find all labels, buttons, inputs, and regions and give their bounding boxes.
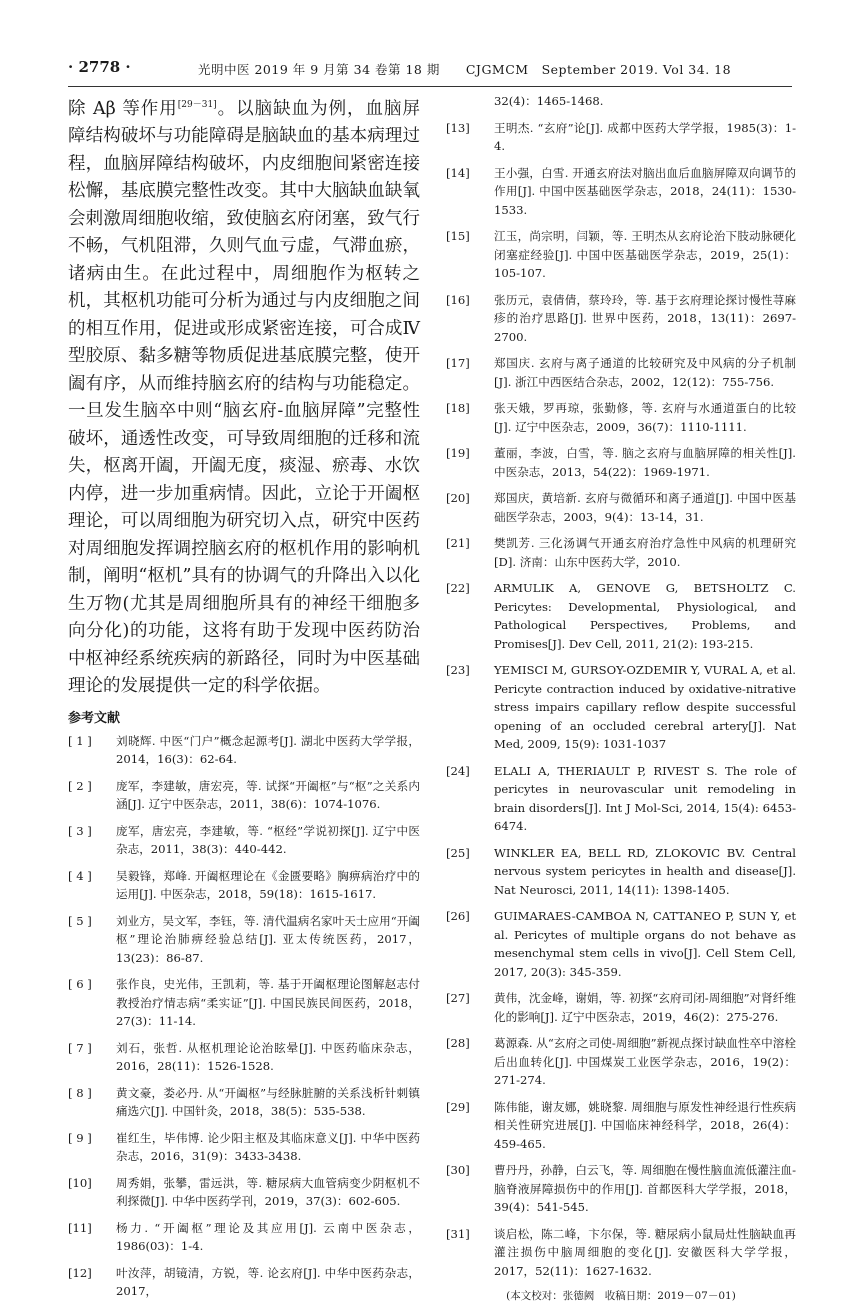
reference-number: [17]	[446, 356, 470, 370]
reference-text: YEMISCI M, GURSOY-OZDEMIR Y, VURAL A, et al. Pericyte contraction induced by oxidative-nitrative stress impairs capillary reflow despite successful opening of an occluded cerebral artery[J]. Nat Med, 2009, 15(9): 1031-1037	[494, 663, 796, 751]
reference-item	[68, 1174, 420, 1211]
reference-text: 杨力. “开阖枢”理论及其应用[J]. 云南中医杂志，1986(03)：1-4.	[116, 1220, 420, 1254]
reference-number: [ 8 ]	[68, 1085, 92, 1100]
reference-item	[446, 354, 796, 391]
page-number: · 2778 ·	[68, 58, 131, 76]
reference-number: [30]	[446, 1163, 470, 1177]
reference-item	[68, 1219, 420, 1256]
reference-number: [22]	[446, 581, 470, 595]
reference-number: [24]	[446, 763, 470, 778]
reference-text: 樊凯芳. 三化汤调气开通玄府治疗急性中风病的机理研究[D]. 济南：山东中医药大学，2010.	[494, 536, 796, 569]
reference-text: 曹丹丹，孙静，白云飞，等. 周细胞在慢性脑血流低灌注血-脑脊液屏障损伤中的作用[J]. 首都医科大学学报，2018，39(4)：541-545.	[494, 1163, 796, 1214]
reference-item	[446, 907, 796, 981]
reference-number: [15]	[446, 229, 470, 243]
reference-item	[446, 661, 796, 754]
reference-number: [10]	[68, 1175, 92, 1190]
running-header	[68, 58, 792, 82]
reference-number: [16]	[446, 292, 470, 307]
reference-text: 叶汝萍，胡镜清，方锐，等. 论玄府[J]. 中华中医药杂志，2017，	[116, 1265, 420, 1299]
reference-number: [18]	[446, 401, 470, 415]
reference-item	[446, 579, 796, 653]
reference-text: 刘业方，吴文军，李钰，等. 清代温病名家叶天士应用“开阖枢”理论治肺痹经验总结[J]. 亚太传统医药，2017，13(23)：86-87.	[116, 913, 420, 965]
body-text-rest: 。以脑缺血为例，血脑屏障结构破坏与功能障碍是脑缺血的基本病理过程，血脑屏障结构破坏，内皮细胞间紧密连接松懈，基底膜完整性改变。其中大脑缺血缺氧会刺激周细胞收缩，致使脑玄府闭塞，致气行不畅，气机阻滞，久则气血亏虚，气滞血瘀，诸病由生。在此过程中，周细胞作为枢转之机，其枢机功能可分析为通过与内皮细胞之间的相互作用，促进或形成紧密连接，可合成Ⅳ型胶原、黏多糖等物质促进基底膜完整，使开阖有序，从而维持脑玄府的结构与功能稳定。一旦发生脑卒中则“脑玄府-血脑屏障”完整性破坏，通透性改变，可导致周细胞的迁移和流失，枢离开阖，开阖无度，痰湿、瘀毒、水饮内停，进一步加重病情。因此，立论于开阖枢理论，可以周细胞为研究切入点，研究中医药对周细胞发挥调控脑玄府的枢机作用的影响机制，阐明“枢机”具有的协调气的升降出入以化生万物(尤其是周细胞所具有的神经干细胞多向分化)的功能，这将有助于发现中医药防治中枢神经系统疾病的新路径，同时为中医基础理论的发展提供一定的科学依据。	[68, 98, 420, 697]
reference-number: [ 9 ]	[68, 1130, 92, 1145]
proofreader-note: (本文校对：张德阙 收稿日期：2019－07－01)	[506, 1290, 736, 1302]
journal-running-head: 光明中医 2019 年 9 月第 34 卷第 18 期 CJGMCM September 2019. Vol 34. 18	[198, 62, 732, 77]
reference-text: 庞军，唐宏亮，李建敏，等. “枢经”学说初探[J]. 辽宁中医杂志，2011，38(3)：440-442.	[116, 823, 420, 857]
reference-item	[446, 534, 796, 571]
reference-item	[446, 1161, 796, 1217]
reference-text: ELALI A, THERIAULT P, RIVEST S. The role of pericytes in neurovascular unit remodeling in brain disorders[J]. Int J Mol-Sci, 2014, 15(4): 6453-6474.	[494, 763, 796, 833]
reference-text: 王明杰. “玄府”论[J]. 成都中医药大学学报，1985(3)：1-4.	[494, 120, 796, 153]
reference-number: [27]	[446, 991, 470, 1005]
reference-item	[446, 444, 796, 481]
reference-number: [ 1 ]	[68, 733, 92, 748]
body-paragraph	[68, 92, 420, 701]
reference-text: 32(4)：1465-1468.	[494, 94, 604, 108]
reference-number: [ 7 ]	[68, 1040, 92, 1055]
reference-text: 崔红生，毕伟博. 论少阳主枢及其临床意义[J]. 中华中医药杂志，2016，31(9)：3433-3438.	[116, 1130, 420, 1164]
reference-text: 黄伟，沈金峰，谢娟，等. 初探“玄府司闭-周细胞”对肾纤维化的影响[J]. 辽宁中医杂志，2019，46(2)：275-276.	[494, 991, 796, 1024]
reference-item	[68, 1129, 420, 1166]
reference-number: [ 6 ]	[68, 977, 92, 992]
reference-item	[446, 844, 796, 900]
reference-text: 刘石，张哲. 从枢机理论论治眩晕[J]. 中医药临床杂志，2016，28(11)：1526-1528.	[116, 1040, 420, 1074]
reference-text: 张历元，袁倩倩，蔡玲玲，等. 基于玄府理论探讨慢性荨麻疹的治疗思路[J]. 世界中医药，2018，13(11)：2697-2700.	[494, 292, 796, 344]
reference-item	[446, 1225, 796, 1281]
reference-number: [26]	[446, 909, 470, 923]
reference-text: 江玉，尚宗明，闫颖，等. 王明杰从玄府论治下肢动脉硬化闭塞症经验[J]. 中国中医基础医学杂志，2019，25(1)：105-107.	[494, 229, 796, 280]
reference-text: ARMULIK A, GENOVE G, BETSHOLTZ C. Pericytes: Developmental, Physiological, and Pathological Perspectives, Problems, and Promises[J]. Dev Cell, 2011, 21(2): 193-215.	[494, 581, 796, 651]
reference-number: [ 5 ]	[68, 913, 92, 928]
reference-item	[68, 1264, 420, 1301]
reference-item	[446, 399, 796, 436]
reference-item	[446, 164, 796, 220]
reference-number: [12]	[68, 1265, 92, 1280]
reference-number: [25]	[446, 845, 470, 860]
reference-number: [21]	[446, 536, 470, 550]
reference-item	[446, 762, 796, 836]
reference-text: GUIMARAES-CAMBOA N, CATTANEO P, SUN Y, et al. Pericytes of multiple organs do not behave as mesenchymal stem cells in vivo[J]. Cell Stem Cell, 2017, 20(3): 345-359.	[494, 909, 796, 979]
reference-text: 王小强，白雪. 开通玄府法对脑出血后血脑屏障双向调节的作用[J]. 中国中医基础医学杂志，2018，24(11)：1530-1533.	[494, 165, 796, 217]
reference-item	[446, 1034, 796, 1090]
reference-text: 葛源森. 从“玄府之司使-周细胞”新视点探讨缺血性卒中溶栓后出血转化[J]. 中国煤炭工业医学杂志，2016，19(2)：271-274.	[494, 1036, 796, 1087]
reference-item	[68, 732, 420, 769]
reference-text: 周秀娟，张攀，雷远洪，等. 糖尿病大血管病变少阴枢机不利探微[J]. 中华中医药学刊，2019，37(3)：602-605.	[116, 1175, 420, 1209]
reference-number: [23]	[446, 663, 470, 677]
reference-item	[446, 227, 796, 283]
reference-item	[446, 1098, 796, 1154]
header-rule	[68, 86, 792, 87]
left-column	[68, 92, 420, 1309]
body-text-start: 除 Aβ 等作用	[68, 98, 178, 119]
reference-text: 张天娥，罗再琼，张勤修，等. 玄府与水通道蛋白的比较[J]. 辽宁中医杂志，2009，36(7)：1110-1111.	[494, 401, 796, 434]
reference-number: [ 4 ]	[68, 868, 92, 883]
reference-text: 张作良，史光伟，王凯莉，等. 基于开阖枢理论图解赵志付教授治疗情志病“柔实证”[J]. 中国民族民间医药，2018，27(3)：11-14.	[116, 977, 420, 1029]
reference-text: 庞军，李建敏，唐宏亮，等. 试探“开阖枢”与“枢”之关系内涵[J]. 辽宁中医杂志，2011，38(6)：1074-1076.	[116, 778, 420, 812]
reference-number: [ 2 ]	[68, 778, 92, 793]
reference-item	[446, 489, 796, 526]
reference-text: 黄文豪，娄必丹. 从“开阖枢”与经脉脏腑的关系浅析针刺镇痛选穴[J]. 中国针灸，2018，38(5)：535-538.	[116, 1085, 420, 1119]
reference-list-left	[68, 732, 420, 1301]
reference-text: 郑国庆，黄培新. 玄府与微循环和离子通道[J]. 中国中医基础医学杂志，2003，9(4)：13-14，31.	[494, 491, 796, 524]
reference-text: 刘晓辉. 中医“门户”概念起源考[J]. 湖北中医药大学学报，2014，16(3)：62-64.	[116, 733, 420, 767]
reference-number: [14]	[446, 165, 470, 180]
reference-number: [13]	[446, 120, 470, 135]
reference-item	[68, 912, 420, 968]
references-heading: 参考文献	[68, 710, 121, 726]
reference-item	[68, 822, 420, 859]
reference-number: [20]	[446, 491, 470, 505]
reference-item	[68, 1084, 420, 1121]
reference-item	[446, 291, 796, 347]
reference-number: [28]	[446, 1036, 470, 1050]
reference-number: [31]	[446, 1226, 470, 1241]
reference-item	[446, 92, 796, 111]
reference-item	[446, 119, 796, 156]
reference-text: 谈启松，陈二峰，卞尔保，等. 糖尿病小鼠局灶性脑缺血再灌注损伤中脑周细胞的变化[J]. 安徽医科大学学报，2017，52(11)：1627-1632.	[494, 1226, 796, 1278]
reference-text: 董丽，李波，白雪，等. 脑之玄府与血脑屏障的相关性[J]. 中医杂志，2013，54(22)：1969-1971.	[494, 446, 796, 479]
reference-list-right	[446, 92, 796, 1280]
reference-item	[68, 1039, 420, 1076]
reference-text: 郑国庆. 玄府与离子通道的比较研究及中风病的分子机制[J]. 浙江中西医结合杂志，2002，12(12)：755-756.	[494, 356, 796, 389]
reference-number: [ 3 ]	[68, 823, 92, 838]
reference-item	[68, 777, 420, 814]
reference-number: [29]	[446, 1099, 470, 1114]
citation-superscript: [29－31]	[177, 100, 217, 110]
reference-text: 陈伟能，谢友娜，姚晓黎. 周细胞与原发性神经退行性疾病相关性研究进展[J]. 中国临床神经科学，2018，26(4)：459-465.	[494, 1099, 796, 1151]
reference-text: WINKLER EA, BELL RD, ZLOKOVIC BV. Central nervous system pericytes in health and disease[J]. Nat Neurosci, 2011, 14(11): 1398-1405.	[494, 845, 796, 897]
reference-item	[68, 975, 420, 1031]
reference-item	[68, 867, 420, 904]
reference-text: 吴毅锋，郑峰. 开阖枢理论在《金匮要略》胸痹病治疗中的运用[J]. 中医杂志，2018，59(18)：1615-1617.	[116, 868, 420, 902]
reference-number: [19]	[446, 446, 470, 460]
reference-item	[446, 989, 796, 1026]
right-column	[446, 92, 796, 1303]
reference-number: [11]	[68, 1220, 92, 1235]
